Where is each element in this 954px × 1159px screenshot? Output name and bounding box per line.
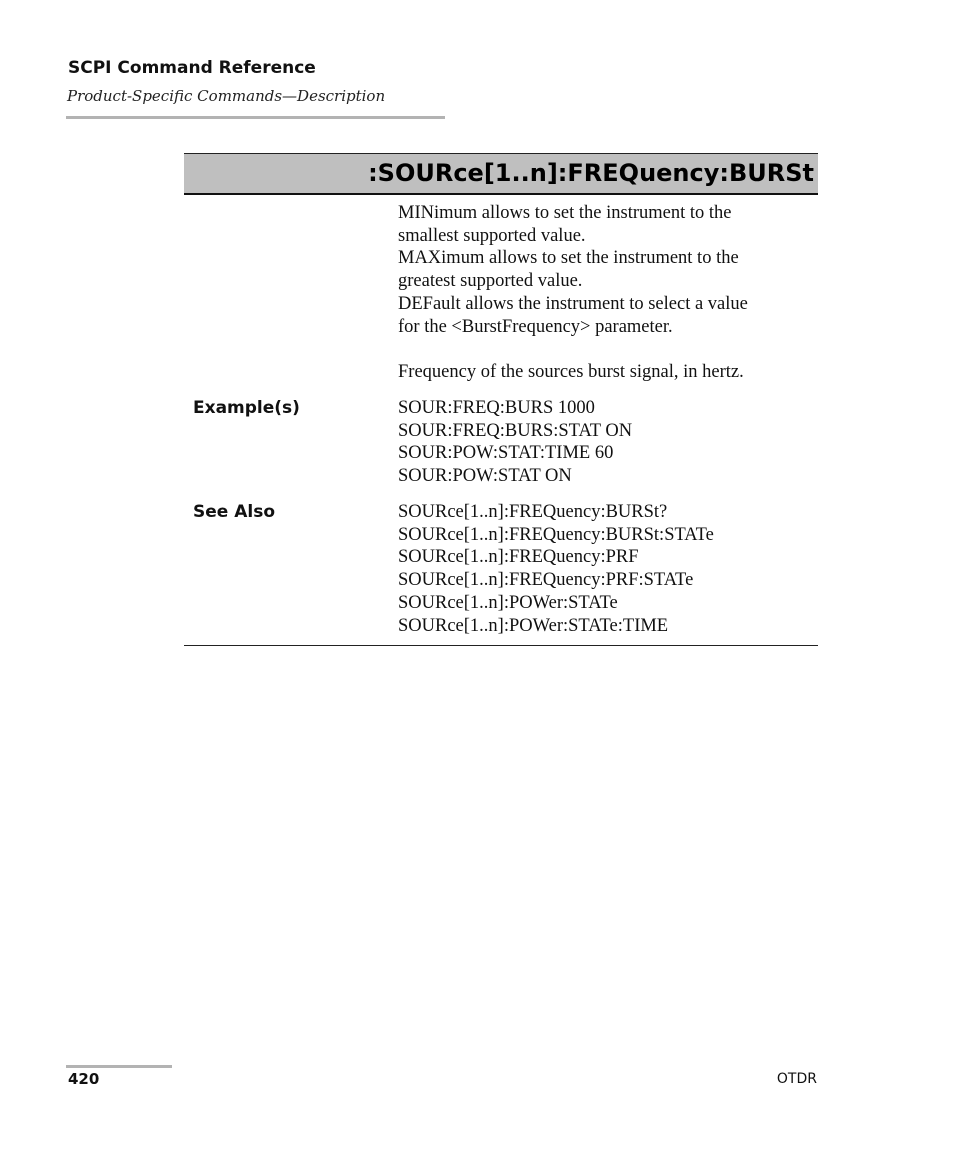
see-also-link[interactable]: SOURce[1..n]:FREQuency:PRF (398, 547, 639, 568)
examples-label: Example(s) (193, 398, 300, 418)
example-line: SOUR:POW:STAT ON (398, 466, 572, 487)
see-also-link[interactable]: SOURce[1..n]:FREQuency:BURSt:STATe (398, 524, 714, 545)
description-line: greatest supported value. (398, 271, 583, 292)
page-number: 420 (68, 1070, 100, 1088)
see-also-link[interactable]: SOURce[1..n]:POWer:STATe (398, 592, 618, 613)
description-line: MINimum allows to set the instrument to the (398, 203, 732, 223)
see-also-list (398, 501, 714, 637)
footer-divider (66, 1065, 172, 1068)
description-line: for the <BurstFrequency> parameter. (398, 316, 673, 337)
description-line: smallest supported value. (398, 225, 586, 246)
see-also-label: See Also (193, 502, 276, 522)
description-line: MAXimum allows to set the instrument to the (398, 248, 739, 269)
frequency-note: Frequency of the sources burst signal, in hertz. (398, 362, 744, 382)
example-line: SOUR:POW:STAT:TIME 60 (398, 443, 614, 464)
section-subtitle: Product-Specific Commands—Description (67, 87, 386, 105)
command-title-bar (184, 153, 818, 195)
section-title: SCPI Command Reference (68, 58, 316, 78)
product-name: OTDR (776, 1071, 817, 1087)
description-line: DEFault allows the instrument to select a value (398, 293, 748, 314)
see-also-link[interactable]: SOURce[1..n]:FREQuency:BURSt? (398, 502, 668, 522)
see-also-link[interactable]: SOURce[1..n]:FREQuency:PRF:STATe (398, 570, 694, 591)
parameter-description (398, 202, 748, 338)
command-title: :SOURce[1..n]:FREQuency:BURSt (368, 159, 814, 187)
examples-list (398, 397, 632, 488)
example-line: SOUR:FREQ:BURS:STAT ON (398, 420, 633, 441)
header-divider (66, 116, 445, 119)
table-bottom-rule (184, 645, 818, 646)
example-line: SOUR:FREQ:BURS 1000 (398, 398, 595, 418)
see-also-link[interactable]: SOURce[1..n]:POWer:STATe:TIME (398, 615, 669, 636)
